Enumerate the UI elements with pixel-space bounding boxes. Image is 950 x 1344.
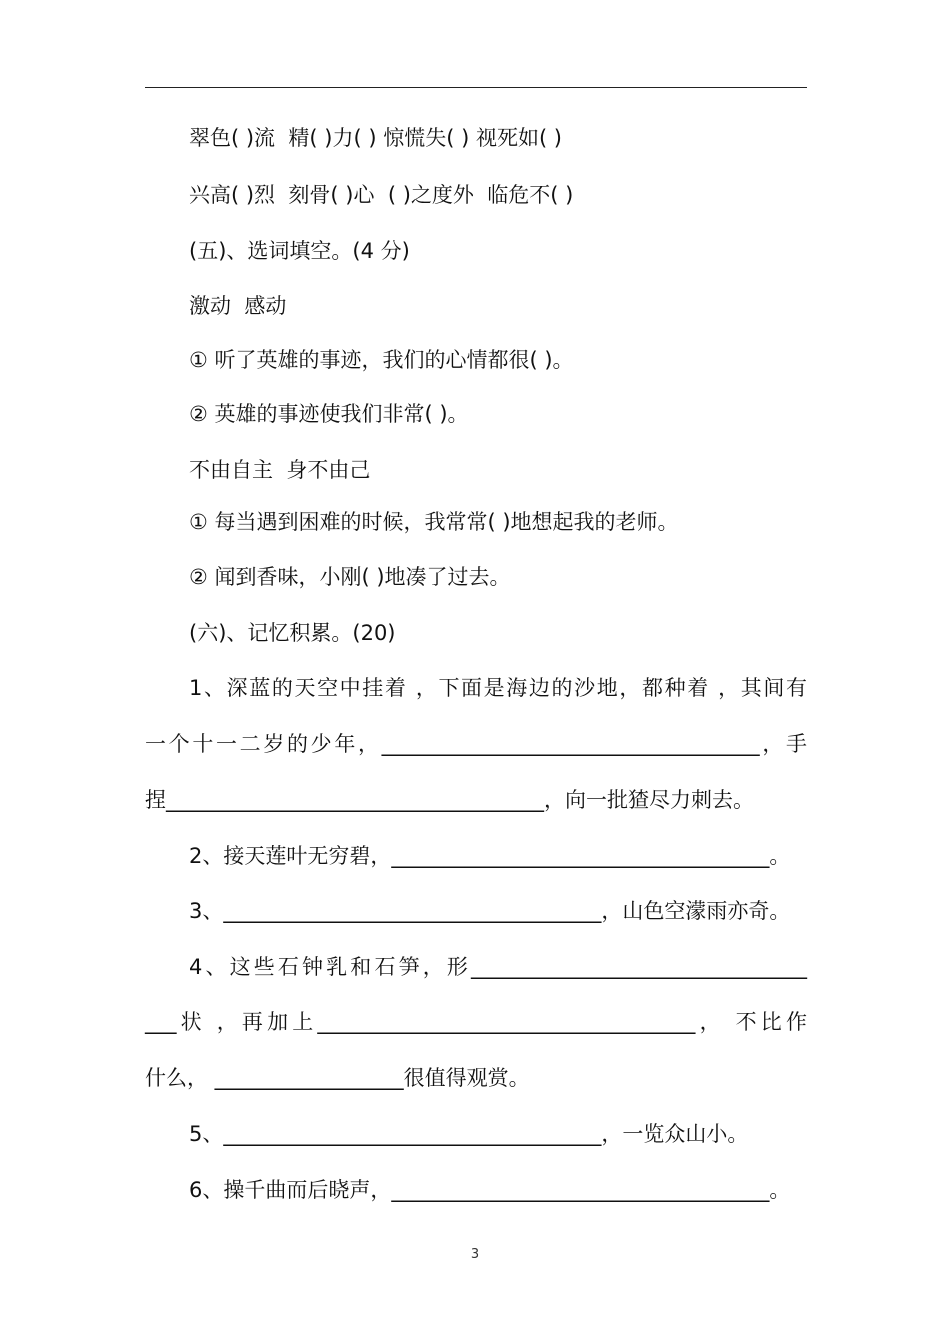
section-5-heading: (五)、选词填空。(4 分) xyxy=(189,239,410,263)
page-number: 3 xyxy=(470,1247,480,1262)
question-6-1-line-1: 1、深蓝的天空中挂着 ，下面是海边的沙地，都种着 ，其间有 xyxy=(189,676,807,700)
section-6-heading: (六)、记忆积累。(20) xyxy=(189,621,396,645)
idiom-line-1: 翠色( )流 精( )力( ) 惊慌失( ) 视死如( ) xyxy=(189,126,563,150)
question-6-1-line-3: 捏____________________________________，向一批猹尽力刺去。 xyxy=(145,788,754,812)
idiom-line-2: 兴高( )烈 刻骨( )心 ( )之度外 临危不( ) xyxy=(189,183,574,207)
question-6-5: 5、____________________________________，一览众山小。 xyxy=(189,1122,749,1146)
word-choice-2: 不由自主 身不由己 xyxy=(189,458,371,482)
question-6-4-line-3: 什么， __________________很值得观赏。 xyxy=(145,1066,530,1090)
question-5-1-2: ② 英雄的事迹使我们非常( )。 xyxy=(189,402,469,426)
question-5-2-2: ② 闻到香味，小刚( )地凑了过去。 xyxy=(189,565,511,589)
question-6-1-line-2: 一个十一二岁的少年，____________________________________，手 xyxy=(145,732,807,756)
header-rule xyxy=(145,87,807,88)
word-choice-1: 激动 感动 xyxy=(189,294,287,318)
question-6-4-line-1: 4、这些石钟乳和石笋，形________________________________ xyxy=(189,955,807,979)
question-6-2: 2、接天莲叶无穷碧，____________________________________。 xyxy=(189,844,791,868)
question-6-3: 3、____________________________________，山色空濛雨亦奇。 xyxy=(189,899,791,923)
question-6-6: 6、操千曲而后晓声，____________________________________。 xyxy=(189,1178,791,1202)
question-5-2-1: ① 每当遇到困难的时候，我常常( )地想起我的老师。 xyxy=(189,510,679,534)
question-6-4-line-2: ___状 ，再加上____________________________________， 不比作 xyxy=(145,1010,807,1034)
question-5-1-1: ① 听了英雄的事迹，我们的心情都很( )。 xyxy=(189,348,574,372)
